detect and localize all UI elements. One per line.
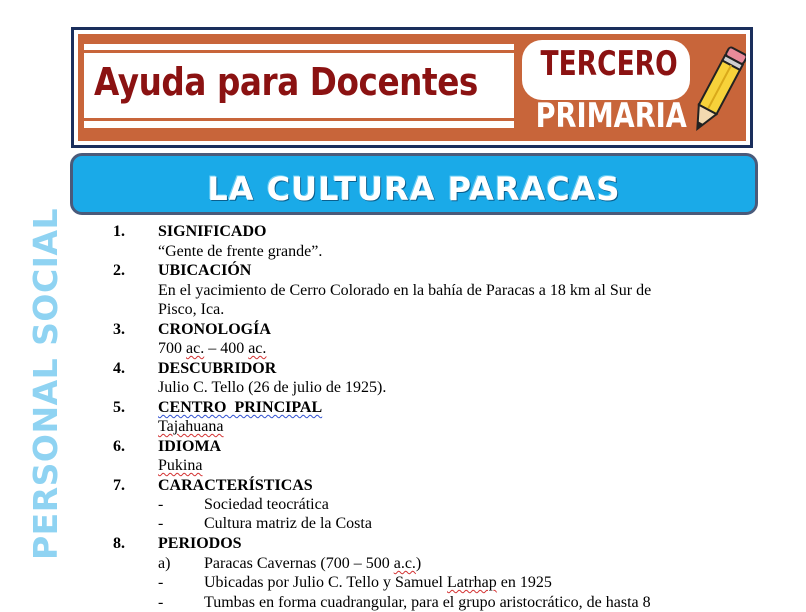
list-item-text: Tumbas en forma cuadrangular, para el grupo aristocrático, de hasta 8 — [204, 594, 651, 611]
spellcheck-word: Latrhap — [447, 574, 497, 591]
list-item-text: Cultura matriz de la Costa — [204, 515, 372, 532]
section-text — [158, 339, 266, 358]
bullet-dash: - — [158, 496, 164, 513]
section-number: 8. — [113, 535, 125, 552]
bullet-dash: - — [158, 574, 164, 591]
brand-title: Ayuda para Docentes — [94, 60, 478, 104]
section-text: Tajahuana — [158, 418, 224, 435]
list-item-text — [204, 573, 552, 592]
section-heading: IDIOMA — [158, 438, 222, 455]
sub-period-text — [204, 554, 421, 573]
text-part: Paracas Cavernas (700 – 500 — [204, 555, 394, 572]
section-heading: CENTRO PRINCIPAL — [158, 399, 323, 416]
section-number: 4. — [113, 360, 125, 377]
text-part: – 400 — [204, 340, 249, 357]
section-text: “Gente de frente grande”. — [158, 243, 323, 260]
section-number: 2. — [113, 262, 125, 279]
text-part: 700 — [158, 340, 186, 357]
spellcheck-word: ac. — [186, 340, 205, 357]
section-heading: PERIODOS — [158, 535, 242, 552]
section-number: 5. — [113, 399, 125, 416]
section-number: 7. — [113, 477, 125, 494]
grade-line1: TERCERO — [540, 44, 678, 84]
section-heading: UBICACIÓN — [158, 262, 252, 279]
section-heading: CRONOLOGÍA — [158, 321, 271, 338]
spellcheck-word: ac. — [248, 340, 267, 357]
section-number: 1. — [113, 223, 125, 240]
side-label: PERSONAL SOCIAL — [26, 207, 65, 560]
page-title: LA CULTURA PARACAS — [207, 170, 621, 208]
section-heading: CARACTERÍSTICAS — [158, 477, 313, 494]
grade-line2: PRIMARIA — [535, 96, 687, 136]
text-part: ) — [415, 555, 422, 572]
list-item-text: Sociedad teocrática — [204, 496, 329, 513]
title-bar — [70, 153, 758, 215]
section-text: Pukina — [158, 457, 203, 474]
section-text: Julio C. Tello (26 de julio de 1925). — [158, 379, 387, 396]
sub-letter: a) — [158, 555, 171, 572]
banner-content — [78, 34, 746, 141]
brand-stripe-top — [84, 50, 514, 53]
text-part: en 1925 — [496, 574, 552, 591]
section-heading: SIGNIFICADO — [158, 223, 267, 240]
brand-stripe-bottom — [84, 118, 514, 121]
section-number: 6. — [113, 438, 125, 455]
section-text: Pisco, Ica. — [158, 301, 225, 318]
spellcheck-word: a.c. — [393, 555, 416, 572]
section-heading: DESCUBRIDOR — [158, 360, 277, 377]
section-text: En el yacimiento de Cerro Colorado en la bahía de Paracas a 18 km al Sur de — [158, 282, 652, 299]
section-number: 3. — [113, 321, 125, 338]
text-part: Ubicadas por Julio C. Tello y Samuel — [204, 574, 447, 591]
bullet-dash: - — [158, 594, 164, 611]
pencil-icon — [690, 40, 746, 140]
bullet-dash: - — [158, 515, 164, 532]
